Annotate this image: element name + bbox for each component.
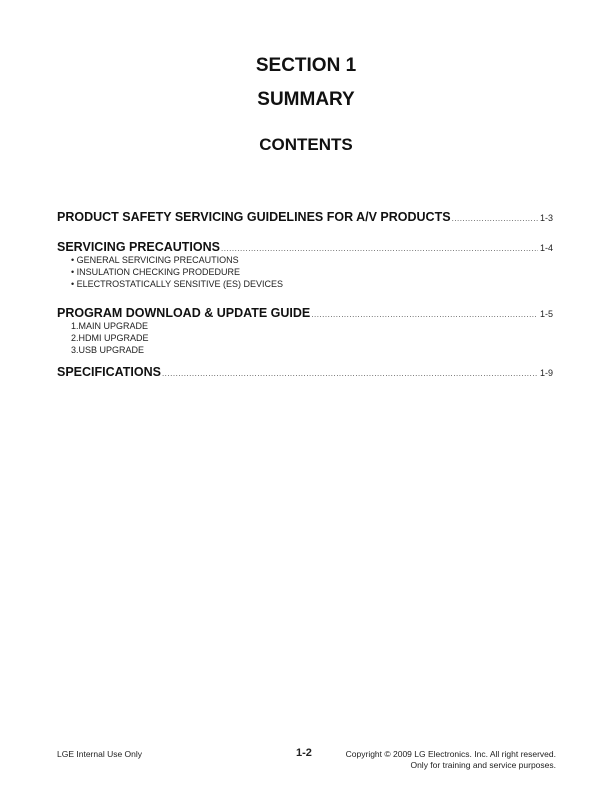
footer-usage: Only for training and service purposes. [410,760,556,770]
toc-entry-safety-guidelines [57,210,553,224]
toc-page: 1-3 [539,213,553,223]
footer-internal-use: LGE Internal Use Only [57,749,143,759]
toc-subitem: • INSULATION CHECKING PRODEDURE [71,267,241,277]
contents-heading: CONTENTS [259,135,353,154]
toc-page: 1-4 [539,243,553,253]
toc-entry-servicing-precautions [57,240,553,290]
toc-leader-dots [162,369,538,378]
toc-leader-dots [452,214,538,223]
toc-entry-program-download [57,306,553,356]
summary-heading: SUMMARY [257,89,355,110]
toc-page: 1-5 [539,309,553,319]
toc-page: 1-9 [539,368,553,378]
footer-page-number: 1-2 [296,747,312,759]
toc-entry-specifications [57,365,553,379]
toc-title[interactable]: SERVICING PRECAUTIONS [57,240,220,254]
toc-title[interactable]: PROGRAM DOWNLOAD & UPDATE GUIDE [57,306,311,320]
toc-leader-dots [221,244,538,253]
toc-title[interactable]: PRODUCT SAFETY SERVICING GUIDELINES FOR A/V PRODUCTS [57,210,451,224]
toc-subitem: 3.USB UPGRADE [71,345,145,355]
footer-copyright-block [346,749,556,771]
toc-subitem: • ELECTROSTATICALLY SENSITIVE (ES) DEVICES [71,279,284,289]
toc-leader-dots [311,310,538,319]
toc-subitem: • GENERAL SERVICING PRECAUTIONS [71,255,239,265]
toc-subitem: 2.HDMI UPGRADE [71,333,149,343]
toc-title[interactable]: SPECIFICATIONS [57,365,161,379]
section-heading: SECTION 1 [255,55,357,76]
footer-copyright: Copyright © 2009 LG Electronics. Inc. All right reserved. [345,749,556,759]
toc-subitem: 1.MAIN UPGRADE [71,321,149,331]
